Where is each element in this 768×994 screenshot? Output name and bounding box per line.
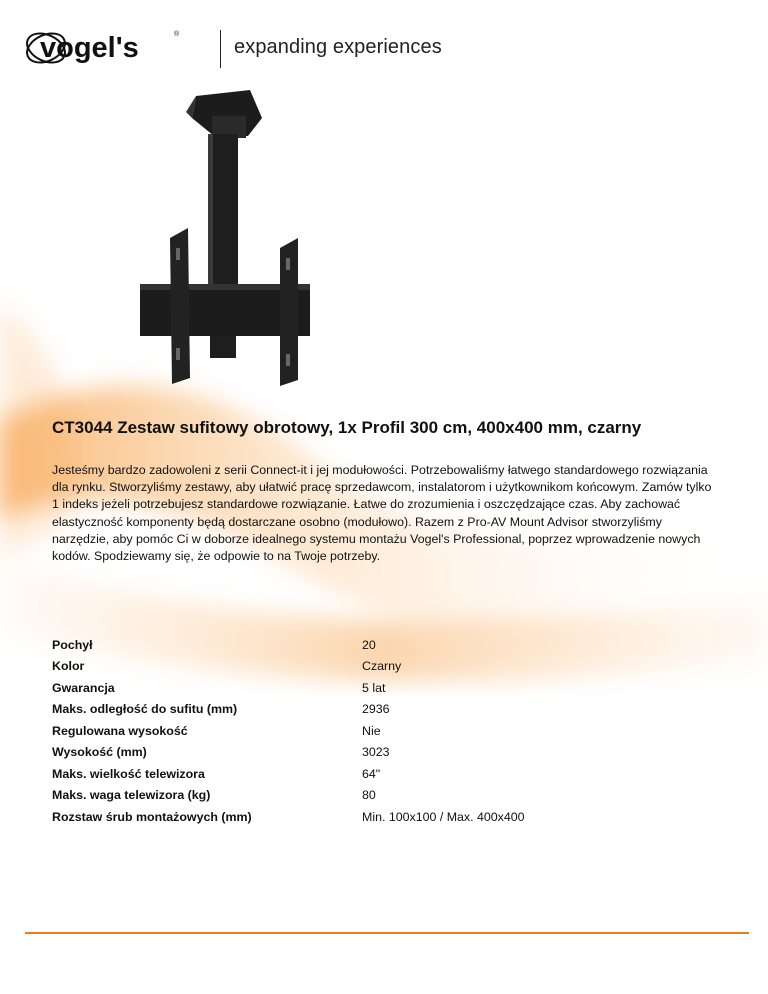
spec-label: Kolor: [52, 659, 85, 674]
spec-label: Gwarancja: [52, 680, 115, 695]
vogels-logo: [24, 22, 214, 74]
spec-row: [52, 634, 712, 656]
spec-row: [52, 763, 712, 785]
spec-row: [52, 656, 712, 678]
spec-value: 5 lat: [362, 680, 386, 695]
product-title: CT3044 Zestaw sufitowy obrotowy, 1x Profil 300 cm, 400x400 mm, czarny: [52, 418, 642, 437]
spec-row: [52, 720, 712, 742]
spec-label: Maks. wielkość telewizora: [52, 766, 205, 781]
spec-row: [52, 742, 712, 764]
spec-value: Min. 100x100 / Max. 400x400: [362, 809, 525, 824]
spec-label: Maks. odległość do sufitu (mm): [52, 702, 238, 717]
header-divider: [220, 30, 221, 68]
spec-value: 20: [362, 637, 376, 652]
ceiling-tv-mount-image: [130, 88, 320, 398]
spec-row: [52, 806, 712, 828]
spec-row: [52, 699, 712, 721]
spec-value: 3023: [362, 745, 390, 760]
spec-label: Rozstaw śrub montażowych (mm): [52, 809, 252, 824]
spec-label: Regulowana wysokość: [52, 723, 188, 738]
spec-row: [52, 785, 712, 807]
spec-label: Wysokość (mm): [52, 745, 147, 760]
spec-value: 64": [362, 766, 381, 781]
spec-value: Nie: [362, 723, 381, 738]
product-description: Jesteśmy bardzo zadowoleni z serii Connect-it i jej modułowości. Potrzebowaliśmy łatwego standardowego rozwiązania dla rynku. Stworzyliśmy zestawy, aby ułatwić pracę sprzedawcom, instalatorom i użytkownikom końcowym. Zamów tylko 1 indeks jeżeli potrzebujesz standardowe rozwiązanie. Łatwe do zrozumienia i oszczędzające czas. Aby zachować elastyczność komponenty będą dostarczane osobno (modułowo). Razem z Pro-AV Mount Advisor stworzyliśmy narzędzie, aby pomóc Ci w doborze idealnego systemu montażu Vogel's Professional, poprzez wprowadzenie nowych kodów. Spodziewamy się, że odpowie to na Twoje potrzeby.: [52, 463, 712, 564]
spec-value: Czarny: [362, 659, 402, 674]
footer-rule: [25, 932, 749, 934]
spec-row: [52, 677, 712, 699]
brand-tagline: expanding experiences: [234, 36, 442, 58]
brand-header: [24, 22, 444, 74]
spec-value: 2936: [362, 702, 390, 717]
logo-text: vogel's: [40, 32, 139, 64]
spec-label: Maks. waga telewizora (kg): [52, 788, 211, 803]
spec-value: 80: [362, 788, 376, 803]
svg-text:®: ®: [174, 31, 180, 38]
spec-table: [52, 634, 712, 828]
spec-label: Pochył: [52, 637, 93, 652]
